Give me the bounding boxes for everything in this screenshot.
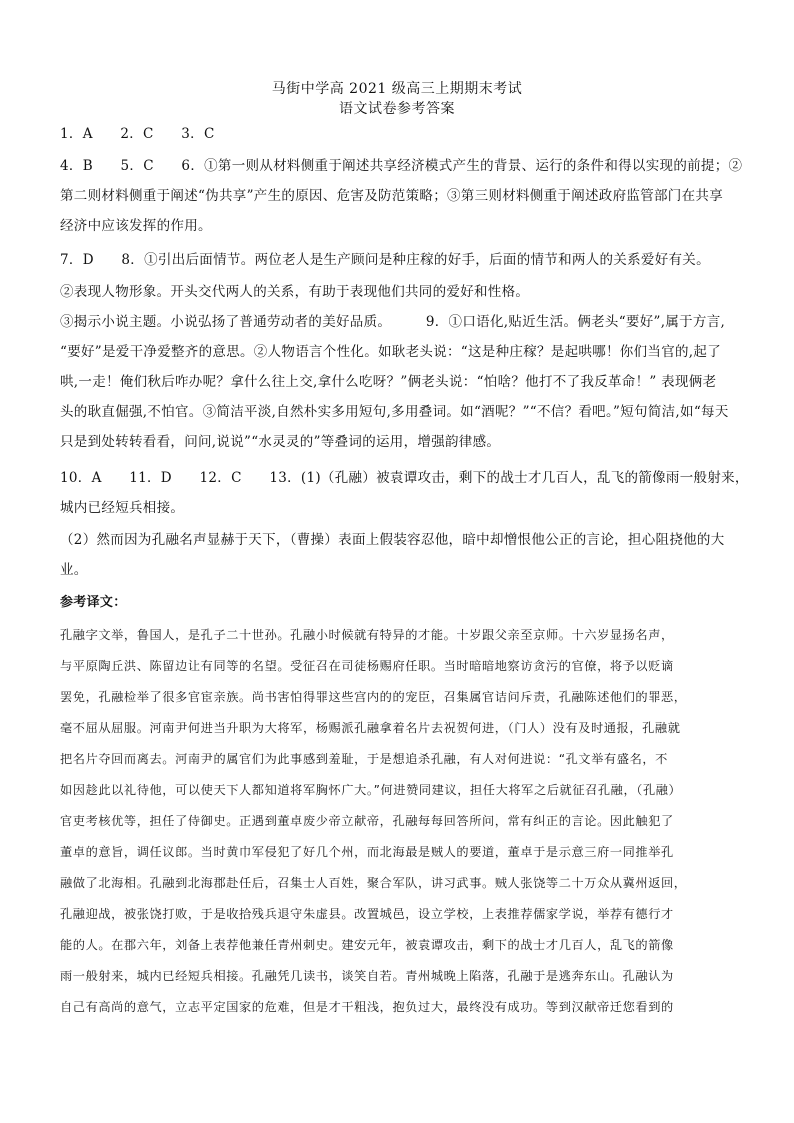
- translation-line: 孔融字文举，鲁国人，是孔子二十世孙。孔融小时候就有特异的才能。十岁跟父亲至京师。十六岁显扬名声，: [60, 628, 674, 642]
- translation-line: 与平原陶丘洪、陈留边让有同等的名望。受征召在司徒杨赐府任职。当时暗暗地察访贪污的官僚，将予以贬谪: [60, 659, 674, 673]
- answer-line: 只是到处转转看看，问问,说说”“水灵灵的”等叠词的运用，增强韵律感。: [60, 434, 501, 450]
- exam-title: 马街中学高 2021 级高三上期期末考试: [271, 81, 523, 97]
- answer-line: 10．A 11．D 12．C 13．(1)（孔融）被袁谭攻击，剩下的战士才几百人，乱飞的箭像雨一般射来，: [60, 470, 749, 486]
- translation-heading: 参考译文：: [60, 595, 127, 610]
- answer-line: 哄,一走！俺们秋后咋办呢？拿什么往上交,拿什么吃呀？”俩老头说：“怕啥？他打不了我反革命！” 表现俩老: [60, 374, 717, 390]
- translation-line: 把名片夺回而离去。河南尹的属官们为此事感到羞耻，于是想追杀孔融，有人对何进说：“孔文举有盛名，不: [60, 752, 668, 766]
- translation-line: 如因趁此以礼待他，可以使天下人都知道将军胸怀广大。”何进赞同建议，担任大将军之后就征召孔融，（孔融）: [60, 783, 682, 797]
- answer-line: 头的耿直倔强,不怕官。③简洁平淡,自然朴实多用短句,多用叠词。如“酒呢？”“不信？看吧。”短句简洁,如“每天: [60, 404, 729, 420]
- translation-line: 孔融迎战，被张饶打败，于是收拾残兵退守朱虚县。改置城邑，设立学校，上表推荐儒家学说，举荐有德行才: [60, 907, 674, 921]
- exam-subtitle: 语文试卷参考答案: [339, 101, 455, 117]
- answer-line: ②表现人物形象。开头交代两人的关系，有助于表现他们共同的爱好和性格。: [60, 284, 530, 300]
- translation-line: 能的人。在郡六年，刘备上表荐他兼任青州刺史。建安元年，被袁谭攻击，剩下的战士才几百人，乱飞的箭像: [60, 938, 674, 952]
- translation-line: 雨一般射来，城内已经短兵相接。孔融凭几读书，谈笑自若。青州城晚上陷落，孔融于是逃奔东山。孔融认为: [60, 969, 674, 983]
- translation-line: 毫不屈从屈服。河南尹何进当升职为大将军，杨赐派孔融拿着名片去祝贺何进，（门人）没有及时通报，孔融就: [60, 721, 681, 735]
- answer-line: 7．D 8．①引出后面情节。两位老人是生产顾问是种庄稼的好手，后面的情节和两人的关系爱好有关。: [60, 252, 710, 268]
- answer-line: 1．A 2．C 3．C: [60, 126, 215, 142]
- translation-line: 融做了北海相。孔融到北海郡赴任后，召集士人百姓，聚合军队，讲习武事。贼人张饶等二十万众从冀州返回，: [60, 876, 687, 890]
- translation-line: 自己有高尚的意气，立志平定国家的危难，但是才干粗浅，抱负过大，最终没有成功。等到汉献帝迁您看到的: [60, 1000, 674, 1014]
- answer-line: “要好”是爱干净爱整齐的意思。②人物语言个性化。如耿老头说：“这是种庄稼？是起哄哪！你们当官的,起了: [60, 344, 721, 360]
- translation-line: 罢免，孔融检举了很多官宦亲族。尚书害怕得罪这些宫内的的宠臣，召集属官诘问斥责，孔融陈述他们的罪恶，: [60, 690, 687, 704]
- answer-line: 第二则材料侧重于阐述“伪共享”产生的原因、危害及防范策略；③第三则材料侧重于阐述政府监管部门在共享: [60, 188, 724, 204]
- answer-line: （2）然而因为孔融名声显赫于天下，（曹操）表面上假装容忍他，暗中却憎恨他公正的言论，担心阻挠他的大: [60, 532, 725, 548]
- answer-line: 城内已经短兵相接。: [60, 500, 185, 516]
- translation-line: 董卓的意旨，调任议郎。当时黄巾军侵犯了好几个州，而北海最是贼人的要道，董卓于是示意三府一同推举孔: [60, 845, 674, 859]
- answer-line: 业。: [60, 562, 88, 578]
- answer-line: 4．B 5．C 6．①第一则从材料侧重于阐述共享经济模式产生的背景、运行的条件和得以实现的前提；②: [60, 158, 743, 174]
- answer-line: ③揭示小说主题。小说弘扬了普通劳动者的美好品质。 9．①口语化,贴近生活。俩老头“要好”,属于方言,: [60, 314, 726, 330]
- translation-line: 官吏考核优等，担任了侍御史。正遇到董卓废少帝立献帝，孔融每每回答所问，常有纠正的言论。因此触犯了: [60, 814, 674, 828]
- answer-line: 经济中应该发挥的作用。: [60, 218, 212, 234]
